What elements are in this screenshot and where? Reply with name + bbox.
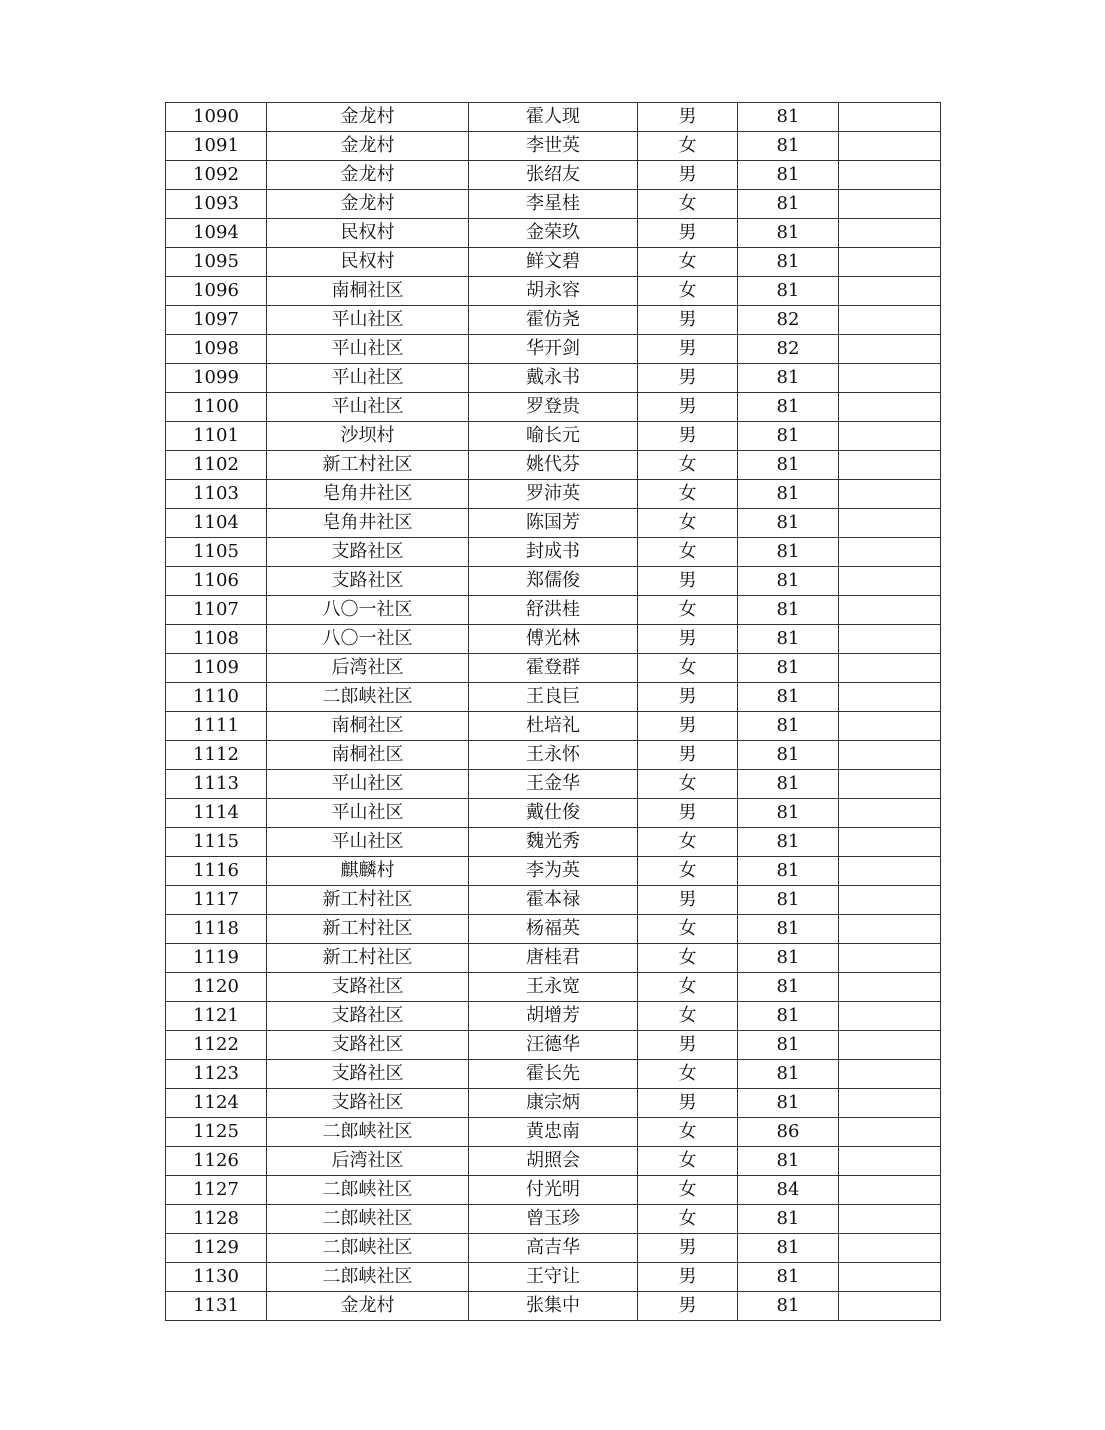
table-row — [166, 277, 941, 306]
age-cell: 81 — [738, 161, 839, 190]
row-number-cell: 1109 — [166, 654, 267, 683]
row-number-cell: 1100 — [166, 393, 267, 422]
row-number-cell: 1125 — [166, 1118, 267, 1147]
sex-cell: 女 — [638, 654, 738, 683]
note-cell — [839, 596, 941, 625]
table-row — [166, 161, 941, 190]
note-cell — [839, 480, 941, 509]
row-number-cell: 1097 — [166, 306, 267, 335]
note-cell — [839, 828, 941, 857]
note-cell — [839, 161, 941, 190]
note-cell — [839, 364, 941, 393]
age-cell: 81 — [738, 770, 839, 799]
note-cell — [839, 248, 941, 277]
sex-cell: 男 — [638, 306, 738, 335]
name-cell: 戴仕俊 — [469, 799, 638, 828]
table-row — [166, 1147, 941, 1176]
note-cell — [839, 335, 941, 364]
village-cell: 支路社区 — [267, 567, 469, 596]
name-cell: 付光明 — [469, 1176, 638, 1205]
table-row — [166, 596, 941, 625]
name-cell: 傅光林 — [469, 625, 638, 654]
name-cell: 李世英 — [469, 132, 638, 161]
row-number-cell: 1095 — [166, 248, 267, 277]
name-cell: 封成书 — [469, 538, 638, 567]
village-cell: 八〇一社区 — [267, 596, 469, 625]
table-row — [166, 1292, 941, 1321]
village-cell: 支路社区 — [267, 1089, 469, 1118]
roster-table-body — [166, 103, 941, 1321]
note-cell — [839, 132, 941, 161]
row-number-cell: 1128 — [166, 1205, 267, 1234]
note-cell — [839, 538, 941, 567]
sex-cell: 女 — [638, 451, 738, 480]
village-cell: 二郎峡社区 — [267, 1176, 469, 1205]
sex-cell: 男 — [638, 683, 738, 712]
sex-cell: 男 — [638, 1089, 738, 1118]
table-row — [166, 190, 941, 219]
table-row — [166, 538, 941, 567]
age-cell: 81 — [738, 451, 839, 480]
village-cell: 新工村社区 — [267, 886, 469, 915]
note-cell — [839, 857, 941, 886]
sex-cell: 男 — [638, 364, 738, 393]
sex-cell: 男 — [638, 161, 738, 190]
row-number-cell: 1129 — [166, 1234, 267, 1263]
note-cell — [839, 1118, 941, 1147]
sex-cell: 男 — [638, 741, 738, 770]
village-cell: 金龙村 — [267, 161, 469, 190]
note-cell — [839, 625, 941, 654]
sex-cell: 女 — [638, 190, 738, 219]
age-cell: 81 — [738, 596, 839, 625]
table-row — [166, 132, 941, 161]
note-cell — [839, 219, 941, 248]
name-cell: 魏光秀 — [469, 828, 638, 857]
row-number-cell: 1090 — [166, 103, 267, 132]
sex-cell: 男 — [638, 1234, 738, 1263]
row-number-cell: 1106 — [166, 567, 267, 596]
row-number-cell: 1123 — [166, 1060, 267, 1089]
name-cell: 陈国芳 — [469, 509, 638, 538]
name-cell: 黄忠南 — [469, 1118, 638, 1147]
village-cell: 金龙村 — [267, 1292, 469, 1321]
table-row — [166, 886, 941, 915]
village-cell: 支路社区 — [267, 1002, 469, 1031]
name-cell: 鲜文碧 — [469, 248, 638, 277]
note-cell — [839, 1205, 941, 1234]
name-cell: 康宗炳 — [469, 1089, 638, 1118]
sex-cell: 女 — [638, 132, 738, 161]
name-cell: 高吉华 — [469, 1234, 638, 1263]
table-row — [166, 1234, 941, 1263]
sex-cell: 女 — [638, 277, 738, 306]
age-cell: 81 — [738, 1234, 839, 1263]
row-number-cell: 1115 — [166, 828, 267, 857]
age-cell: 81 — [738, 248, 839, 277]
table-row — [166, 1031, 941, 1060]
sex-cell: 男 — [638, 422, 738, 451]
table-row — [166, 973, 941, 1002]
age-cell: 81 — [738, 683, 839, 712]
row-number-cell: 1099 — [166, 364, 267, 393]
table-row — [166, 480, 941, 509]
note-cell — [839, 1263, 941, 1292]
age-cell: 81 — [738, 973, 839, 1002]
sex-cell: 女 — [638, 1060, 738, 1089]
row-number-cell: 1120 — [166, 973, 267, 1002]
age-cell: 81 — [738, 219, 839, 248]
row-number-cell: 1114 — [166, 799, 267, 828]
village-cell: 平山社区 — [267, 770, 469, 799]
note-cell — [839, 451, 941, 480]
note-cell — [839, 915, 941, 944]
sex-cell: 女 — [638, 538, 738, 567]
row-number-cell: 1131 — [166, 1292, 267, 1321]
name-cell: 华开剑 — [469, 335, 638, 364]
name-cell: 王良巨 — [469, 683, 638, 712]
sex-cell: 男 — [638, 1263, 738, 1292]
sex-cell: 男 — [638, 1031, 738, 1060]
table-row — [166, 654, 941, 683]
village-cell: 皂角井社区 — [267, 509, 469, 538]
age-cell: 81 — [738, 1031, 839, 1060]
row-number-cell: 1107 — [166, 596, 267, 625]
note-cell — [839, 886, 941, 915]
table-row — [166, 625, 941, 654]
row-number-cell: 1101 — [166, 422, 267, 451]
name-cell: 霍人现 — [469, 103, 638, 132]
village-cell: 金龙村 — [267, 103, 469, 132]
sex-cell: 男 — [638, 219, 738, 248]
age-cell: 81 — [738, 364, 839, 393]
village-cell: 平山社区 — [267, 364, 469, 393]
note-cell — [839, 654, 941, 683]
note-cell — [839, 393, 941, 422]
village-cell: 新工村社区 — [267, 451, 469, 480]
village-cell: 民权村 — [267, 248, 469, 277]
sex-cell: 女 — [638, 770, 738, 799]
table-row — [166, 1089, 941, 1118]
village-cell: 沙坝村 — [267, 422, 469, 451]
sex-cell: 女 — [638, 1205, 738, 1234]
village-cell: 二郎峡社区 — [267, 683, 469, 712]
row-number-cell: 1092 — [166, 161, 267, 190]
table-row — [166, 103, 941, 132]
age-cell: 81 — [738, 828, 839, 857]
village-cell: 二郎峡社区 — [267, 1263, 469, 1292]
sex-cell: 男 — [638, 393, 738, 422]
sex-cell: 男 — [638, 567, 738, 596]
village-cell: 八〇一社区 — [267, 625, 469, 654]
row-number-cell: 1121 — [166, 1002, 267, 1031]
sex-cell: 男 — [638, 103, 738, 132]
village-cell: 后湾社区 — [267, 654, 469, 683]
village-cell: 金龙村 — [267, 132, 469, 161]
row-number-cell: 1105 — [166, 538, 267, 567]
table-row — [166, 393, 941, 422]
row-number-cell: 1122 — [166, 1031, 267, 1060]
row-number-cell: 1094 — [166, 219, 267, 248]
table-row — [166, 364, 941, 393]
village-cell: 支路社区 — [267, 1031, 469, 1060]
age-cell: 81 — [738, 1147, 839, 1176]
note-cell — [839, 567, 941, 596]
village-cell: 新工村社区 — [267, 944, 469, 973]
note-cell — [839, 1292, 941, 1321]
sex-cell: 男 — [638, 1292, 738, 1321]
table-row — [166, 712, 941, 741]
village-cell: 平山社区 — [267, 828, 469, 857]
age-cell: 84 — [738, 1176, 839, 1205]
table-row — [166, 799, 941, 828]
village-cell: 支路社区 — [267, 538, 469, 567]
table-row — [166, 1176, 941, 1205]
name-cell: 胡增芳 — [469, 1002, 638, 1031]
table-row — [166, 422, 941, 451]
name-cell: 罗登贵 — [469, 393, 638, 422]
row-number-cell: 1124 — [166, 1089, 267, 1118]
age-cell: 81 — [738, 509, 839, 538]
note-cell — [839, 1031, 941, 1060]
note-cell — [839, 509, 941, 538]
sex-cell: 女 — [638, 1176, 738, 1205]
name-cell: 王永宽 — [469, 973, 638, 1002]
age-cell: 81 — [738, 1263, 839, 1292]
table-row — [166, 219, 941, 248]
note-cell — [839, 741, 941, 770]
age-cell: 81 — [738, 712, 839, 741]
table-row — [166, 451, 941, 480]
village-cell: 二郎峡社区 — [267, 1205, 469, 1234]
row-number-cell: 1102 — [166, 451, 267, 480]
age-cell: 81 — [738, 190, 839, 219]
table-row — [166, 683, 941, 712]
name-cell: 胡照会 — [469, 1147, 638, 1176]
note-cell — [839, 973, 941, 1002]
table-row — [166, 306, 941, 335]
name-cell: 张绍友 — [469, 161, 638, 190]
sex-cell: 女 — [638, 596, 738, 625]
sex-cell: 女 — [638, 1002, 738, 1031]
village-cell: 支路社区 — [267, 973, 469, 1002]
village-cell: 平山社区 — [267, 306, 469, 335]
note-cell — [839, 1002, 941, 1031]
name-cell: 霍登群 — [469, 654, 638, 683]
village-cell: 民权村 — [267, 219, 469, 248]
note-cell — [839, 944, 941, 973]
age-cell: 81 — [738, 741, 839, 770]
age-cell: 81 — [738, 132, 839, 161]
table-row — [166, 1118, 941, 1147]
row-number-cell: 1111 — [166, 712, 267, 741]
row-number-cell: 1116 — [166, 857, 267, 886]
sex-cell: 男 — [638, 886, 738, 915]
table-row — [166, 944, 941, 973]
age-cell: 81 — [738, 799, 839, 828]
table-row — [166, 770, 941, 799]
note-cell — [839, 712, 941, 741]
village-cell: 平山社区 — [267, 393, 469, 422]
row-number-cell: 1118 — [166, 915, 267, 944]
row-number-cell: 1113 — [166, 770, 267, 799]
name-cell: 曾玉珍 — [469, 1205, 638, 1234]
name-cell: 戴永书 — [469, 364, 638, 393]
sex-cell: 女 — [638, 509, 738, 538]
note-cell — [839, 422, 941, 451]
roster-table — [165, 102, 941, 1321]
note-cell — [839, 1060, 941, 1089]
age-cell: 81 — [738, 1060, 839, 1089]
table-row — [166, 509, 941, 538]
name-cell: 王守让 — [469, 1263, 638, 1292]
table-row — [166, 741, 941, 770]
name-cell: 李星桂 — [469, 190, 638, 219]
table-row — [166, 1002, 941, 1031]
village-cell: 二郎峡社区 — [267, 1118, 469, 1147]
table-row — [166, 1205, 941, 1234]
row-number-cell: 1108 — [166, 625, 267, 654]
village-cell: 南桐社区 — [267, 277, 469, 306]
age-cell: 81 — [738, 1089, 839, 1118]
village-cell: 皂角井社区 — [267, 480, 469, 509]
age-cell: 86 — [738, 1118, 839, 1147]
village-cell: 平山社区 — [267, 799, 469, 828]
sex-cell: 男 — [638, 799, 738, 828]
age-cell: 81 — [738, 944, 839, 973]
row-number-cell: 1126 — [166, 1147, 267, 1176]
name-cell: 金荣玖 — [469, 219, 638, 248]
row-number-cell: 1091 — [166, 132, 267, 161]
note-cell — [839, 1089, 941, 1118]
sex-cell: 女 — [638, 857, 738, 886]
age-cell: 81 — [738, 1002, 839, 1031]
row-number-cell: 1098 — [166, 335, 267, 364]
table-row — [166, 1060, 941, 1089]
village-cell: 金龙村 — [267, 190, 469, 219]
table-row — [166, 335, 941, 364]
name-cell: 王永怀 — [469, 741, 638, 770]
sex-cell: 男 — [638, 625, 738, 654]
sex-cell: 女 — [638, 480, 738, 509]
age-cell: 81 — [738, 1205, 839, 1234]
village-cell: 二郎峡社区 — [267, 1234, 469, 1263]
village-cell: 后湾社区 — [267, 1147, 469, 1176]
name-cell: 李为英 — [469, 857, 638, 886]
note-cell — [839, 683, 941, 712]
name-cell: 杨福英 — [469, 915, 638, 944]
row-number-cell: 1127 — [166, 1176, 267, 1205]
village-cell: 新工村社区 — [267, 915, 469, 944]
name-cell: 汪德华 — [469, 1031, 638, 1060]
age-cell: 81 — [738, 567, 839, 596]
age-cell: 81 — [738, 277, 839, 306]
note-cell — [839, 103, 941, 132]
sex-cell: 女 — [638, 944, 738, 973]
age-cell: 81 — [738, 393, 839, 422]
row-number-cell: 1103 — [166, 480, 267, 509]
name-cell: 王金华 — [469, 770, 638, 799]
age-cell: 82 — [738, 335, 839, 364]
age-cell: 81 — [738, 625, 839, 654]
note-cell — [839, 277, 941, 306]
note-cell — [839, 1147, 941, 1176]
sex-cell: 女 — [638, 1147, 738, 1176]
table-row — [166, 567, 941, 596]
table-row — [166, 248, 941, 277]
row-number-cell: 1093 — [166, 190, 267, 219]
name-cell: 郑儒俊 — [469, 567, 638, 596]
age-cell: 81 — [738, 538, 839, 567]
note-cell — [839, 190, 941, 219]
name-cell: 舒洪桂 — [469, 596, 638, 625]
name-cell: 姚代芬 — [469, 451, 638, 480]
sex-cell: 女 — [638, 973, 738, 1002]
age-cell: 81 — [738, 915, 839, 944]
table-row — [166, 828, 941, 857]
name-cell: 胡永容 — [469, 277, 638, 306]
name-cell: 唐桂君 — [469, 944, 638, 973]
age-cell: 82 — [738, 306, 839, 335]
row-number-cell: 1110 — [166, 683, 267, 712]
row-number-cell: 1112 — [166, 741, 267, 770]
sex-cell: 女 — [638, 915, 738, 944]
note-cell — [839, 1176, 941, 1205]
row-number-cell: 1104 — [166, 509, 267, 538]
age-cell: 81 — [738, 422, 839, 451]
note-cell — [839, 770, 941, 799]
name-cell: 张集中 — [469, 1292, 638, 1321]
note-cell — [839, 1234, 941, 1263]
name-cell: 罗沛英 — [469, 480, 638, 509]
village-cell: 南桐社区 — [267, 712, 469, 741]
age-cell: 81 — [738, 857, 839, 886]
age-cell: 81 — [738, 480, 839, 509]
sex-cell: 男 — [638, 335, 738, 364]
age-cell: 81 — [738, 886, 839, 915]
row-number-cell: 1130 — [166, 1263, 267, 1292]
table-row — [166, 1263, 941, 1292]
village-cell: 南桐社区 — [267, 741, 469, 770]
age-cell: 81 — [738, 1292, 839, 1321]
village-cell: 平山社区 — [267, 335, 469, 364]
village-cell: 支路社区 — [267, 1060, 469, 1089]
name-cell: 杜培礼 — [469, 712, 638, 741]
row-number-cell: 1096 — [166, 277, 267, 306]
name-cell: 喻长元 — [469, 422, 638, 451]
sex-cell: 男 — [638, 712, 738, 741]
table-row — [166, 915, 941, 944]
sex-cell: 女 — [638, 1118, 738, 1147]
name-cell: 霍本禄 — [469, 886, 638, 915]
note-cell — [839, 306, 941, 335]
age-cell: 81 — [738, 103, 839, 132]
village-cell: 麒麟村 — [267, 857, 469, 886]
name-cell: 霍长先 — [469, 1060, 638, 1089]
age-cell: 81 — [738, 654, 839, 683]
note-cell — [839, 799, 941, 828]
row-number-cell: 1119 — [166, 944, 267, 973]
name-cell: 霍仿尧 — [469, 306, 638, 335]
sex-cell: 女 — [638, 828, 738, 857]
sex-cell: 女 — [638, 248, 738, 277]
row-number-cell: 1117 — [166, 886, 267, 915]
table-row — [166, 857, 941, 886]
